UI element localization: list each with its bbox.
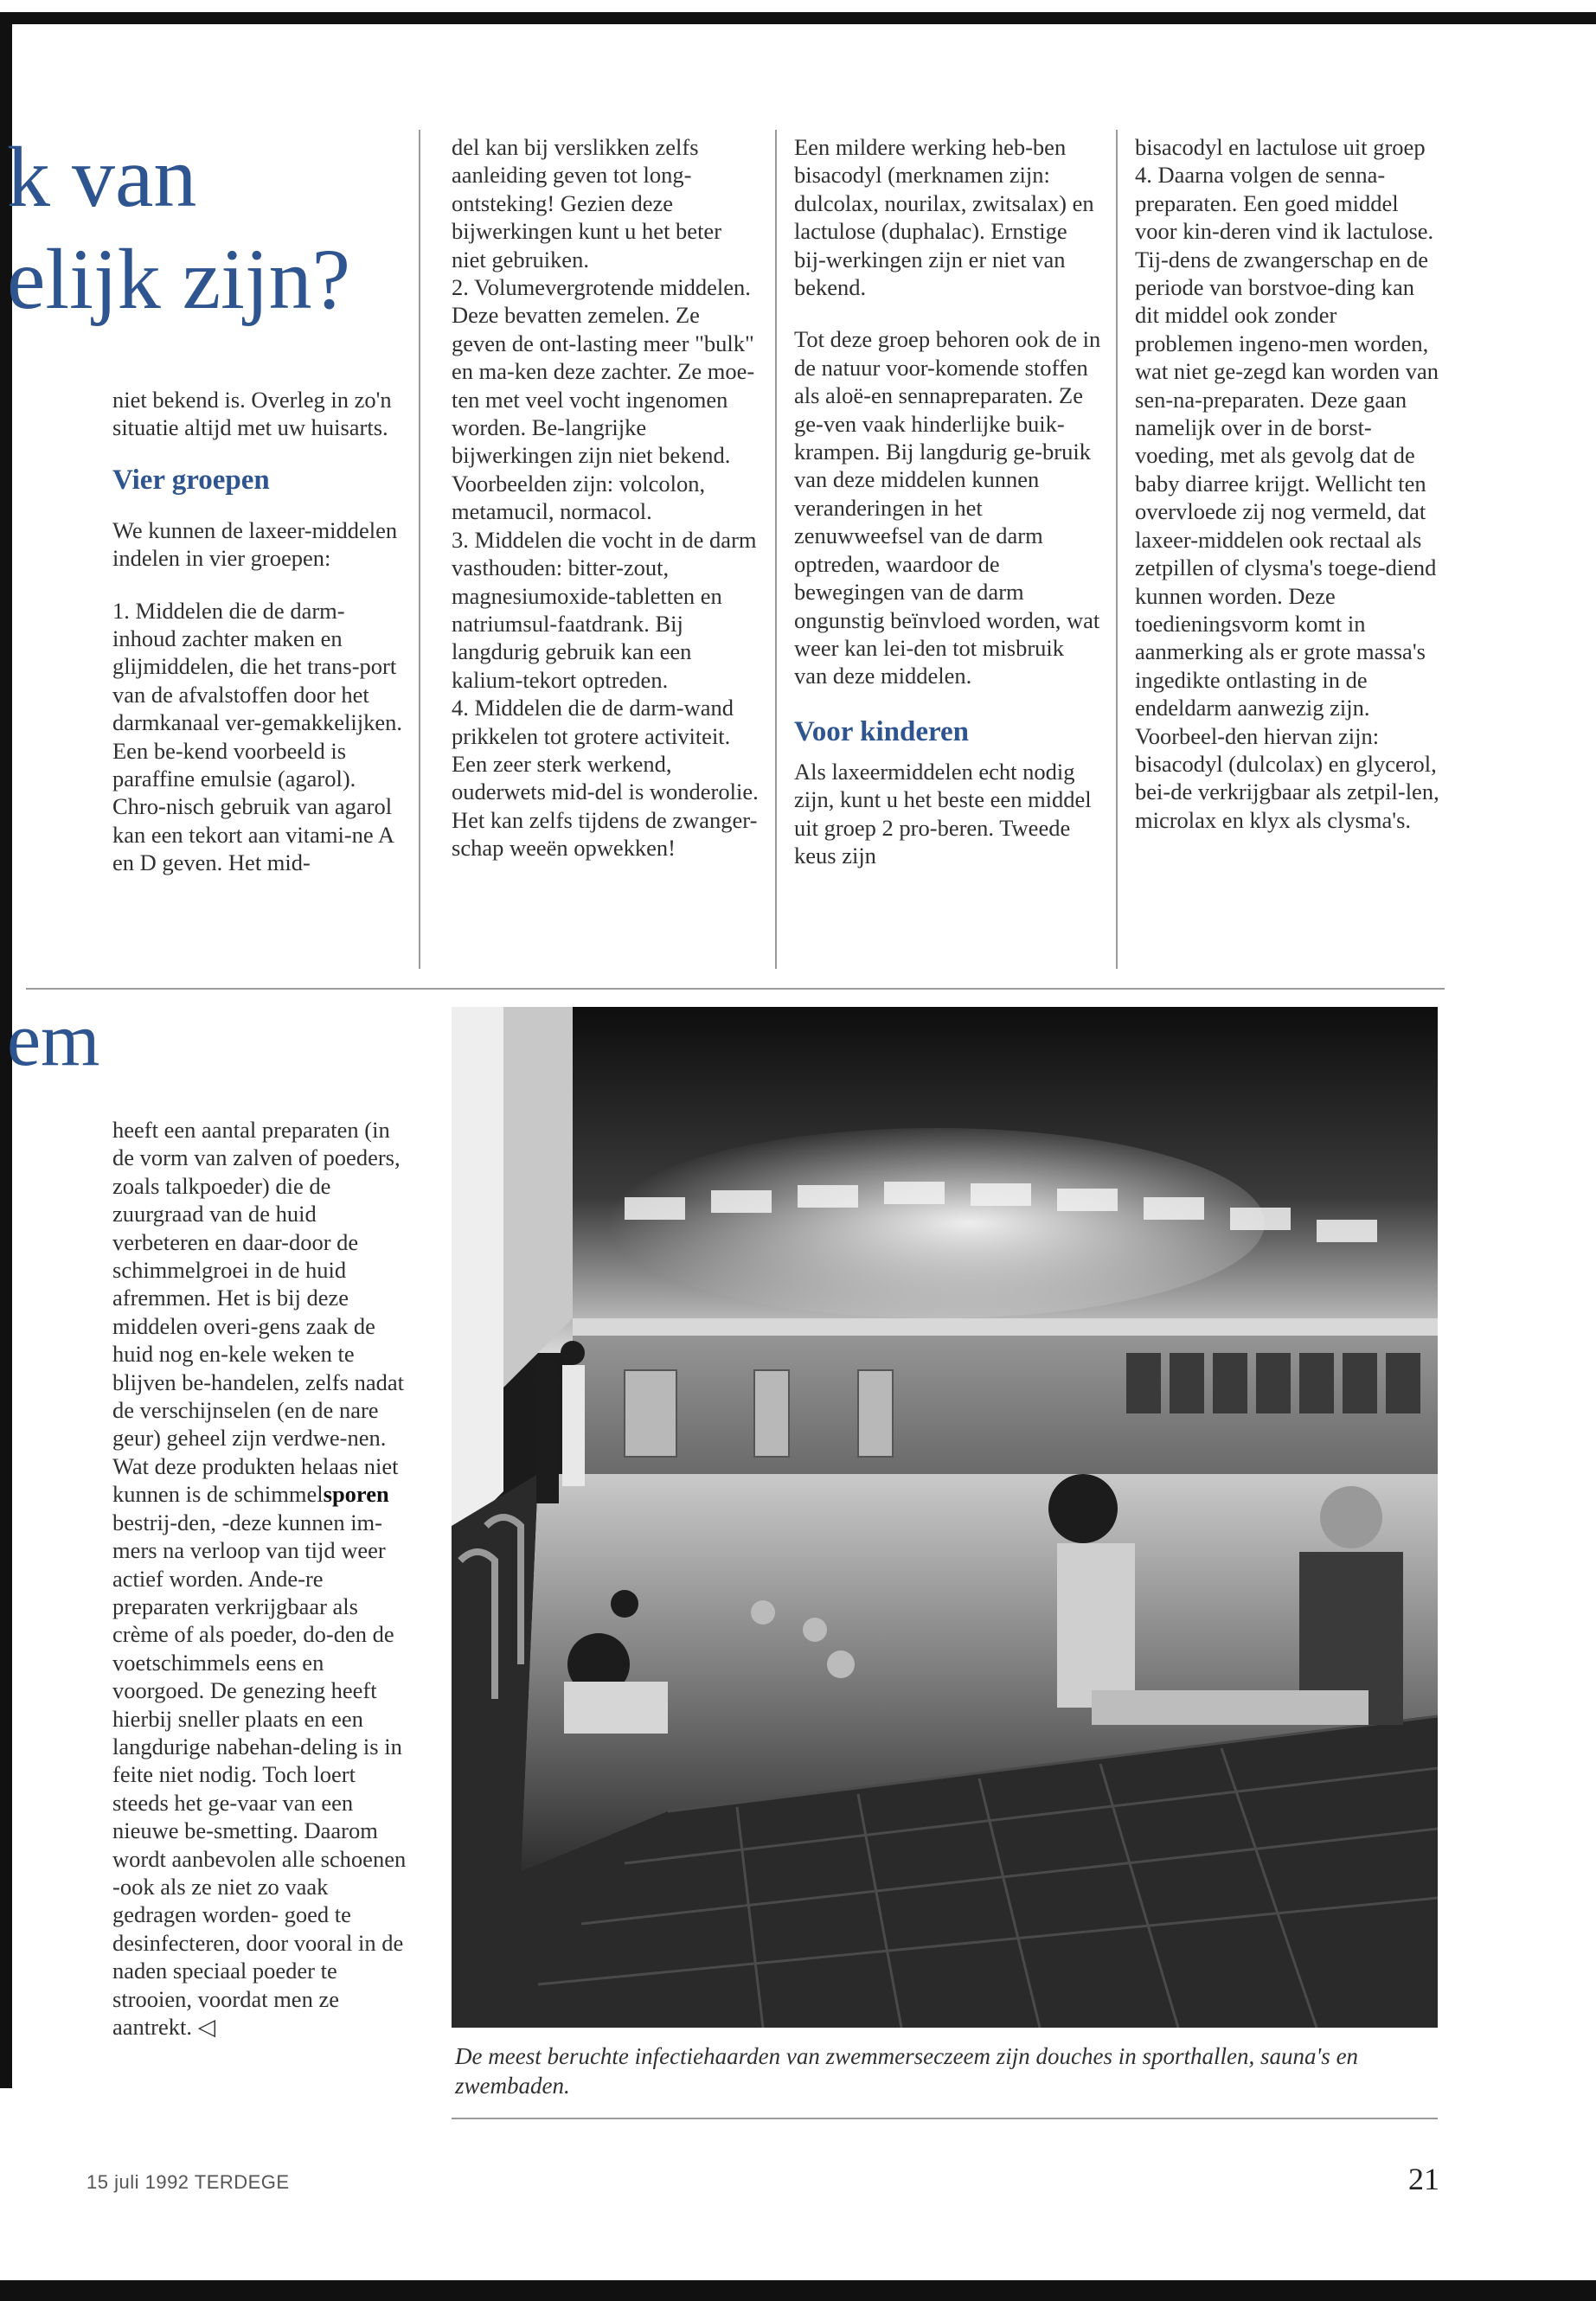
- col1-paragraph-3: 1. Middelen die de darm-inhoud zachter maken en glijmiddelen, die het trans-port van de afvalstoffen door het darmkanaal ver-gemakkelijken. Een be-kend voorbeeld is paraffine emulsie (agarol). Chro-nisch gebruik van agarol kan een tekort aan vitami-ne A en D geven. Het mid-: [112, 597, 402, 876]
- col5-text-b: bestrij-den, -deze kunnen im-mers na verloop van tijd weer actief worden. Ande-re preparaten verkrijgbaar als crème of als poeder, do-den de voetschimmels eens en voorgoed. De genezing heeft hierbij sneller plaats en een langdurige nabehan-deling is in feite niet nodig. Toch loert steeds het ge-vaar van een nieuwe be-smetting. Daarom wordt aanbevolen alle schoenen -ook als ze niet zo vaak gedragen worden- goed te desinfecteren, door vooral in de naden speciaal poeder te strooien, voordat men ze aantrekt.: [112, 1509, 407, 2040]
- col3-paragraph-2: Tot deze groep behoren ook de in de natuur voor-komende stoffen als aloë-en sennapreparaten. Ze ge-ven vaak hinderlijke buik-krampen. Bij langdurig ge-bruik van deze middelen kunnen veranderingen in het zenuwweefsel van de darm optreden, waardoor de bewegingen van de darm ongunstig beïnvloed worden, wat weer kan lei-den tot misbruik van deze middelen.: [794, 326, 1101, 689]
- col2-paragraph-4: 4. Middelen die de darm-wand prikkelen tot grotere activiteit. Een zeer sterk werkend, ouderwets mid-del is wonderolie. Het kan zelfs tijdens de zwanger-schap weeën opwekken!: [452, 695, 759, 862]
- col1-paragraph-2: We kunnen de laxeer-middelen indelen in vier groepen:: [112, 516, 398, 572]
- col4-paragraph-1: bisacodyl en lactulose uit groep 4. Daarna volgen de senna-preparaten. Een goed middel voor kin-deren vind ik lactulose. Tij-dens de zwangerschap en de periode van borstvoe-ding kan dit middel ook zonder problemen ingeno-men worden, wat niet ge-zegd kan worden van sen-na-preparaten. Deze gaan namelijk over in de borst-voeding, met als gevolg dat de baby diarree krijgt. Wellicht ten overvloede zij nog vermeld, dat laxeer-middelen ook rectaal als zetpillen of clysma's toege-diend kunnen worden. Deze toedieningsvorm komt in aanmerking als er grote massa's ingedikte ontlasting in de endeldarm aanwezig zijn. Voorbeel-den hiervan zijn: bisacodyl (dulcolax) en glycerol, bei-de verkrijgbaar als zetpil-len, microlax en klyx als clysma's.: [1135, 134, 1439, 833]
- col2-paragraph-2: 2. Volumevergrotende middelen. Deze bevatten zemelen. Ze geven de ont-lasting meer "bulk" en ma-ken deze zachter. Ze moe-ten met veel vocht ingenomen worden. Be-langrijke bijwerkingen zijn niet bekend. Voorbeelden zijn: volcolon, metamucil, normacol.: [452, 274, 755, 525]
- col5-bold-word: sporen: [323, 1481, 389, 1508]
- windows: [1126, 1353, 1420, 1413]
- col5-text-a: heeft een aantal preparaten (in de vorm van zalven of poeders, zoals talkpoeder) die de zuurgraad van de huid verbeteren en daar-door de schimmelgroei in de huid afremmen. Het is bij deze middelen overi-gens zaak de huid nog en-kele weken te blijven be-handelen, zelfs nadat de verschijnselen (en de nare geur) geheel zijn verdwe-nen. Wat deze produkten helaas niet kunnen is de schimmel: [112, 1117, 404, 1508]
- section-divider: [26, 988, 1445, 990]
- caption-rule: [452, 2118, 1438, 2119]
- column-divider: [775, 130, 777, 969]
- column-4: [1135, 133, 1439, 834]
- pool-illustration: [452, 1007, 1438, 2028]
- column-2: [452, 133, 760, 862]
- column-5: [112, 1116, 417, 2041]
- swimming-pool-photo: [452, 1007, 1438, 2028]
- ceiling-lights: [607, 1128, 1265, 1318]
- col1-paragraph-1: niet bekend is. Overleg in zo'n situatie altijd met uw huisarts.: [112, 387, 392, 441]
- issue-footer: 15 juli 1992 TERDEGE: [87, 2171, 290, 2193]
- end-of-article-mark: ◁: [197, 2014, 215, 2040]
- col3-paragraph-1: Een mildere werking heb-ben bisacodyl (merknamen zijn: dulcolax, nourilax, zwitsalax) en lactulose (duphalac). Ernstige bij-werkingen zijn er niet van bekend.: [794, 134, 1094, 301]
- col2-paragraph-3: 3. Middelen die vocht in de darm vasthouden: bitter-zout, magnesiumoxide-tabletten en natriumsul-faatdrank. Bij langdurig gebruik kan een kalium-tekort optreden.: [452, 526, 757, 693]
- col2-paragraph-1: del kan bij verslikken zelfs aanleiding geven tot long-ontsteking! Gezien deze bijwerkingen kunt u het beter niet gebruiken.: [452, 134, 722, 272]
- bottom-border: [0, 2280, 1596, 2301]
- col3-paragraph-3: Als laxeermiddelen echt nodig zijn, kunt u het beste een middel uit groep 2 pro-beren. Tweede keus zijn: [794, 758, 1092, 868]
- column-1: [112, 386, 405, 877]
- headline-line-2: elijk zijn?: [7, 231, 351, 327]
- headline-line-1: k van: [7, 129, 197, 225]
- subheading-vier-groepen: Vier groepen: [112, 464, 270, 496]
- subheading-voor-kinderen: Voor kinderen: [794, 715, 970, 747]
- col5-paragraph-1: [112, 1116, 417, 2041]
- left-pillar: [452, 1007, 503, 1543]
- top-border: [0, 12, 1596, 24]
- column-3: [794, 133, 1102, 869]
- section-headline: em: [7, 998, 100, 1082]
- page-number: 21: [1408, 2162, 1439, 2196]
- column-divider: [1116, 130, 1118, 969]
- column-divider: [419, 130, 420, 969]
- photo-caption: De meest beruchte infectiehaarden van zwemmerseczeem zijn douches in sporthallen, sauna's en zwembaden.: [455, 2043, 1359, 2099]
